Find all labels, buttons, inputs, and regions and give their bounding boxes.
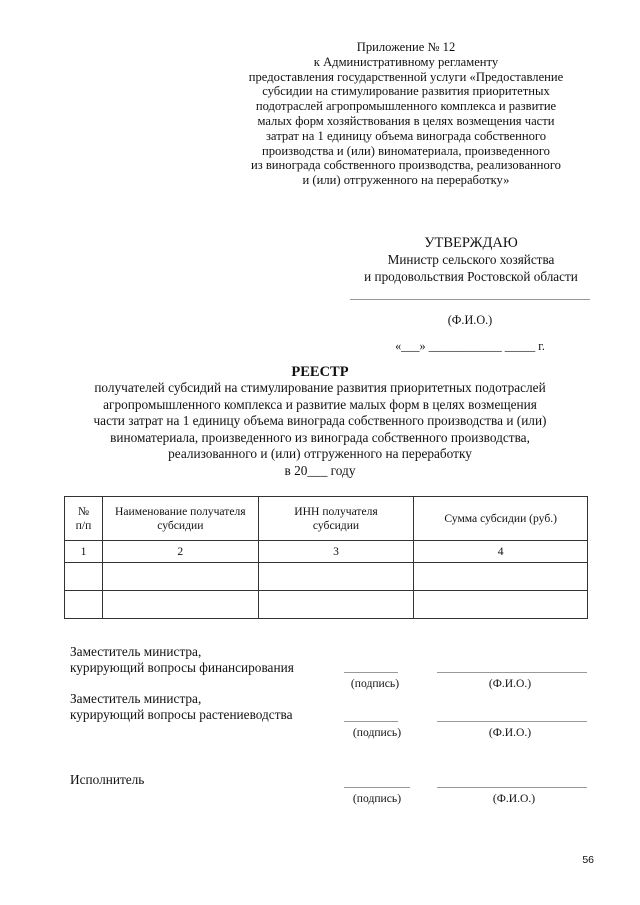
page-number: 56	[582, 854, 594, 866]
registry-description-line: агропромышленного комплекса и развитие малых форм в целях возмещения	[103, 396, 537, 412]
registry-description	[40, 380, 600, 480]
registry-description-line: реализованного и (или) отгруженного на переработку	[168, 446, 472, 462]
registry-description-line: части затрат на 1 единицу объема винограда собственного производства и (или)	[93, 413, 547, 429]
header-cell-inn: ИНН получателя субсидии	[258, 497, 414, 541]
registry-description-line: получателей субсидий на стимулирование развития приоритетных подотраслей	[94, 380, 546, 395]
fio-caption: (Ф.И.О.)	[488, 677, 532, 690]
table-row	[65, 563, 588, 591]
annex-line: затрат на 1 единицу объема винограда собственного	[265, 128, 547, 143]
annex-line: Приложение № 12	[356, 40, 456, 54]
header-cell-number: № п/п	[65, 497, 103, 541]
signature-label: Заместитель министра, курирующий вопросы растениеводства	[70, 691, 293, 723]
signature-line	[344, 672, 398, 673]
fio-line	[437, 787, 587, 788]
header-cell-recipient-name: Наименование получателя субсидии	[102, 497, 258, 541]
annex-line: из винограда собственного производства, реализованного	[251, 158, 561, 173]
column-number: 4	[414, 541, 588, 563]
registry-description-line: виноматериала, произведенного из винограда собственного производства,	[110, 429, 530, 445]
registry-table	[64, 496, 588, 619]
table-cell	[102, 563, 258, 591]
table-cell	[414, 563, 588, 591]
fio-line	[437, 721, 587, 722]
table-number-row	[65, 541, 588, 563]
signature-caption: (подпись)	[352, 792, 402, 805]
signature-line	[344, 787, 410, 788]
annex-line: и (или) отгруженного на переработку»	[302, 173, 510, 188]
annex-block	[200, 40, 612, 188]
annex-line: подотраслей агропромышленного комплекса и развитие	[255, 99, 557, 114]
annex-line: предоставления государственной услуги «Предоставление	[248, 69, 564, 84]
table-cell	[414, 591, 588, 619]
column-number: 3	[258, 541, 414, 563]
table-cell	[258, 591, 414, 619]
approval-fio-caption: (Ф.И.О.)	[447, 313, 493, 327]
signature-label: Заместитель министра, курирующий вопросы финансирования	[70, 644, 294, 676]
table-cell	[65, 591, 103, 619]
approval-block	[340, 234, 602, 285]
approval-position-line: и продовольствия Ростовской области	[364, 268, 578, 284]
registry-title: РЕЕСТР	[291, 364, 349, 380]
fio-caption: (Ф.И.О.)	[488, 726, 532, 739]
table-row	[65, 591, 588, 619]
annex-line: малых форм хозяйствования в целях возмещения части	[257, 113, 555, 128]
approval-heading: УТВЕРЖДАЮ	[424, 235, 518, 251]
fio-caption: (Ф.И.О.)	[492, 792, 536, 805]
signature-line	[344, 721, 398, 722]
annex-line: производства и (или) виноматериала, произведенного	[262, 143, 550, 158]
signature-caption: (подпись)	[352, 726, 402, 739]
column-number: 2	[102, 541, 258, 563]
table-header-row	[65, 497, 588, 541]
table-cell	[65, 563, 103, 591]
registry-year-line: в 20___ году	[284, 462, 356, 478]
annex-line: к Административному регламенту	[313, 54, 499, 69]
header-cell-subsidy-amount: Сумма субсидии (руб.)	[414, 497, 588, 541]
approval-position-line: Министр сельского хозяйства	[387, 252, 555, 267]
annex-line: субсидии на стимулирование развития приоритетных	[262, 84, 550, 99]
table-cell	[102, 591, 258, 619]
signature-label: Исполнитель	[70, 772, 145, 787]
column-number: 1	[65, 541, 103, 563]
approval-date-line: «___» ____________ _____ г.	[395, 339, 545, 353]
fio-line	[437, 672, 587, 673]
approval-signature-line	[350, 299, 590, 300]
signature-caption: (подпись)	[350, 677, 400, 690]
table-cell	[258, 563, 414, 591]
